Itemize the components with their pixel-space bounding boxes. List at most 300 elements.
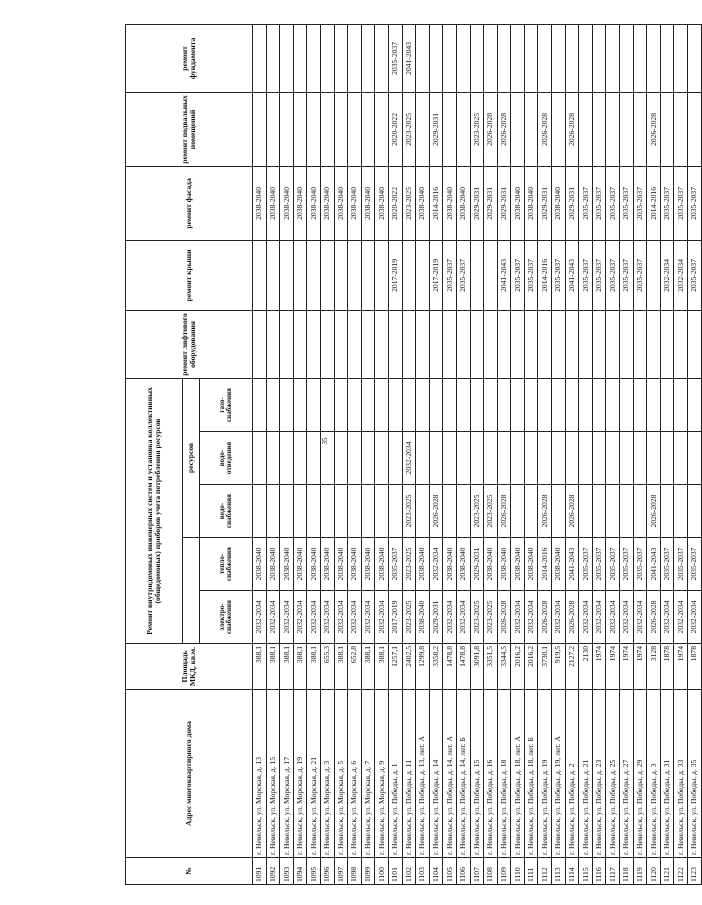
header-facade: ремонт фасада xyxy=(126,166,253,240)
cell-foundation xyxy=(361,24,375,92)
cell-sewer xyxy=(647,432,661,485)
table-row xyxy=(647,24,661,884)
cell-facade: 2029-2031 xyxy=(497,166,511,240)
cell-sewer xyxy=(674,432,688,485)
cell-area: 1257,1 xyxy=(388,644,402,690)
cell-elevator xyxy=(402,310,416,378)
cell-sewer xyxy=(524,432,538,485)
cell-electro: 2032-2034 xyxy=(579,591,593,644)
cell-address: г. Невельск, ул. Победы, д. 27 xyxy=(620,690,634,858)
cell-gas xyxy=(307,378,321,431)
cell-roof: 2035-2037 xyxy=(606,240,620,310)
header-heat: тепло-снабжения xyxy=(200,538,253,591)
cell-electro: 2032-2034 xyxy=(620,591,634,644)
cell-sewer xyxy=(497,432,511,485)
cell-foundation xyxy=(497,24,511,92)
cell-basement xyxy=(620,92,634,166)
cell-area: 3358,2 xyxy=(429,644,443,690)
cell-sewer xyxy=(620,432,634,485)
cell-gas xyxy=(660,378,674,431)
cell-num: 1111 xyxy=(524,858,538,885)
cell-facade: 2038-2040 xyxy=(280,166,294,240)
cell-water xyxy=(633,485,647,538)
cell-facade: 2014-2016 xyxy=(647,166,661,240)
cell-gas xyxy=(293,378,307,431)
cell-basement: 2026-2028 xyxy=(497,92,511,166)
cell-water xyxy=(524,485,538,538)
cell-gas xyxy=(497,378,511,431)
cell-address: г. Невельск, ул. Победы, д. 21 xyxy=(579,690,593,858)
cell-sewer xyxy=(348,432,362,485)
cell-num: 1099 xyxy=(361,858,375,885)
cell-elevator xyxy=(253,310,267,378)
cell-area: 1974 xyxy=(620,644,634,690)
cell-electro: 2032-2034 xyxy=(606,591,620,644)
cell-sewer xyxy=(470,432,484,485)
cell-basement xyxy=(443,92,457,166)
cell-foundation xyxy=(416,24,430,92)
cell-facade: 2029-2031 xyxy=(484,166,498,240)
cell-facade: 2038-2040 xyxy=(416,166,430,240)
cell-facade: 2038-2040 xyxy=(456,166,470,240)
cell-gas xyxy=(484,378,498,431)
cell-foundation xyxy=(293,24,307,92)
cell-facade: 2035-2037 xyxy=(606,166,620,240)
cell-address: г. Невельск, ул. Победы, д. 18, лит. А xyxy=(511,690,525,858)
cell-sewer xyxy=(592,432,606,485)
header-gas: газо-снабжения xyxy=(200,378,253,431)
table-row xyxy=(552,24,566,884)
header-water: водо-снабжения xyxy=(200,485,253,538)
cell-area: 388,1 xyxy=(280,644,294,690)
cell-address: г. Невельск, ул. Победы, д. 19 xyxy=(538,690,552,858)
cell-address: г. Невельск, ул. Победы, д. 14, лит. Б xyxy=(456,690,470,858)
cell-address: г. Невельск, ул. Победы, д. 18 xyxy=(497,690,511,858)
cell-basement: 2020-2022 xyxy=(388,92,402,166)
cell-heat: 2038-2040 xyxy=(253,538,267,591)
header-foundation: ремонт фундамента xyxy=(126,24,253,92)
header-roof: ремонт крыши xyxy=(126,240,253,310)
cell-electro: 2032-2034 xyxy=(674,591,688,644)
table-row xyxy=(511,24,525,884)
cell-water xyxy=(552,485,566,538)
cell-basement: 2023-2025 xyxy=(402,92,416,166)
cell-address: г. Невельск, ул. Победы, д. 15 xyxy=(470,690,484,858)
cell-roof: 2035-2037 xyxy=(443,240,457,310)
cell-electro: 2029-2031 xyxy=(429,591,443,644)
table-row xyxy=(606,24,620,884)
cell-roof: 2017-2019 xyxy=(388,240,402,310)
table-row xyxy=(620,24,634,884)
cell-foundation: 2035-2037 xyxy=(388,24,402,92)
cell-roof: 2035-2037 xyxy=(456,240,470,310)
cell-foundation xyxy=(688,24,702,92)
cell-roof xyxy=(470,240,484,310)
table-row xyxy=(538,24,552,884)
cell-num: 1100 xyxy=(375,858,389,885)
cell-foundation xyxy=(280,24,294,92)
cell-area: 2130 xyxy=(579,644,593,690)
cell-num: 1115 xyxy=(579,858,593,885)
cell-basement xyxy=(606,92,620,166)
cell-elevator xyxy=(361,310,375,378)
cell-heat: 2038-2040 xyxy=(320,538,334,591)
cell-roof: 2041-2043 xyxy=(565,240,579,310)
cell-gas xyxy=(402,378,416,431)
table-row xyxy=(334,24,348,884)
cell-facade: 2023-2025 xyxy=(402,166,416,240)
cell-gas xyxy=(320,378,334,431)
cell-gas xyxy=(620,378,634,431)
cell-facade: 2035-2037 xyxy=(688,166,702,240)
cell-num: 1119 xyxy=(633,858,647,885)
cell-area: 388,1 xyxy=(266,644,280,690)
cell-num: 1107 xyxy=(470,858,484,885)
table-row xyxy=(402,24,416,884)
cell-sewer xyxy=(429,432,443,485)
cell-basement xyxy=(524,92,538,166)
cell-sewer xyxy=(361,432,375,485)
cell-sewer xyxy=(443,432,457,485)
cell-num: 1098 xyxy=(348,858,362,885)
cell-gas xyxy=(552,378,566,431)
cell-area: 388,1 xyxy=(375,644,389,690)
cell-basement: 2029-2031 xyxy=(429,92,443,166)
cell-roof xyxy=(320,240,334,310)
header-basement: ремонт подвальных помещений xyxy=(126,92,253,166)
cell-sewer xyxy=(484,432,498,485)
cell-gas xyxy=(470,378,484,431)
cell-area: 2127,2 xyxy=(565,644,579,690)
cell-water xyxy=(348,485,362,538)
cell-sewer xyxy=(388,432,402,485)
cell-heat: 2038-2040 xyxy=(497,538,511,591)
cell-elevator xyxy=(497,310,511,378)
cell-area: 388,1 xyxy=(253,644,267,690)
cell-gas xyxy=(606,378,620,431)
cell-area: 652,8 xyxy=(348,644,362,690)
cell-facade: 2035-2037 xyxy=(633,166,647,240)
cell-water: 2023-2025 xyxy=(470,485,484,538)
cell-area: 3091,8 xyxy=(470,644,484,690)
cell-num: 1110 xyxy=(511,858,525,885)
cell-foundation xyxy=(660,24,674,92)
cell-roof xyxy=(375,240,389,310)
cell-address: г. Невельск, ул. Победы, д. 23 xyxy=(592,690,606,858)
table-row xyxy=(456,24,470,884)
cell-facade: 2029-2031 xyxy=(538,166,552,240)
cell-roof: 2035-2037 xyxy=(633,240,647,310)
table-row xyxy=(470,24,484,884)
cell-area: 1974 xyxy=(633,644,647,690)
cell-roof xyxy=(293,240,307,310)
cell-elevator xyxy=(579,310,593,378)
cell-heat: 2035-2037 xyxy=(633,538,647,591)
cell-heat: 2032-2034 xyxy=(429,538,443,591)
cell-gas xyxy=(388,378,402,431)
cell-elevator xyxy=(375,310,389,378)
cell-address: г. Невельск, ул. Морская, д. 17 xyxy=(280,690,294,858)
cell-roof: 2035-2037 xyxy=(552,240,566,310)
cell-basement xyxy=(361,92,375,166)
table-row xyxy=(443,24,457,884)
cell-foundation xyxy=(266,24,280,92)
cell-basement xyxy=(456,92,470,166)
cell-basement: 2026-2028 xyxy=(484,92,498,166)
cell-roof xyxy=(266,240,280,310)
cell-num: 1095 xyxy=(307,858,321,885)
cell-area: 1478,8 xyxy=(456,644,470,690)
cell-water xyxy=(620,485,634,538)
cell-facade: 2038-2040 xyxy=(348,166,362,240)
cell-gas xyxy=(253,378,267,431)
cell-basement xyxy=(266,92,280,166)
cell-basement: 2023-2025 xyxy=(470,92,484,166)
table-row xyxy=(429,24,443,884)
header-electro: электро-снабжения xyxy=(200,591,253,644)
cell-facade: 2014-2016 xyxy=(429,166,443,240)
cell-area: 1878 xyxy=(660,644,674,690)
cell-basement xyxy=(293,92,307,166)
cell-heat: 2038-2040 xyxy=(334,538,348,591)
cell-area: 388,1 xyxy=(293,644,307,690)
cell-area: 2402,5 xyxy=(402,644,416,690)
cell-elevator xyxy=(320,310,334,378)
cell-address: г. Невельск, ул. Морская, д. 9 xyxy=(375,690,389,858)
cell-roof: 2017-2019 xyxy=(429,240,443,310)
cell-sewer xyxy=(660,432,674,485)
cell-address: г. Невельск, ул. Победы, д. 2 xyxy=(565,690,579,858)
cell-area: 2016,2 xyxy=(511,644,525,690)
cell-gas xyxy=(592,378,606,431)
cell-basement xyxy=(552,92,566,166)
cell-foundation xyxy=(470,24,484,92)
cell-water: 2026-2028 xyxy=(647,485,661,538)
cell-num: 1091 xyxy=(253,858,267,885)
cell-basement: 2026-2028 xyxy=(538,92,552,166)
cell-water xyxy=(674,485,688,538)
cell-foundation xyxy=(606,24,620,92)
cell-elevator xyxy=(348,310,362,378)
cell-gas xyxy=(647,378,661,431)
table-row xyxy=(633,24,647,884)
cell-roof: 2032-2034 xyxy=(674,240,688,310)
cell-area: 1299,8 xyxy=(416,644,430,690)
cell-num: 1117 xyxy=(606,858,620,885)
cell-roof: 2035-2037 xyxy=(592,240,606,310)
capital-repair-table xyxy=(125,24,702,885)
cell-area: 1878 xyxy=(688,644,702,690)
cell-basement xyxy=(688,92,702,166)
cell-water xyxy=(660,485,674,538)
cell-water xyxy=(592,485,606,538)
cell-electro: 2032-2034 xyxy=(266,591,280,644)
cell-elevator xyxy=(674,310,688,378)
table-row xyxy=(361,24,375,884)
cell-basement xyxy=(348,92,362,166)
cell-heat: 2038-2040 xyxy=(266,538,280,591)
cell-foundation xyxy=(674,24,688,92)
cell-roof xyxy=(647,240,661,310)
cell-foundation xyxy=(511,24,525,92)
cell-heat: 2035-2037 xyxy=(579,538,593,591)
cell-sewer xyxy=(511,432,525,485)
cell-area: 919,5 xyxy=(552,644,566,690)
cell-water: 2023-2025 xyxy=(484,485,498,538)
cell-area: 3351,5 xyxy=(484,644,498,690)
cell-basement xyxy=(579,92,593,166)
cell-num: 1120 xyxy=(647,858,661,885)
cell-address: г. Невельск, ул. Морская, д. 19 xyxy=(293,690,307,858)
cell-heat: 2023-2025 xyxy=(402,538,416,591)
cell-elevator xyxy=(307,310,321,378)
cell-roof xyxy=(484,240,498,310)
cell-sewer xyxy=(334,432,348,485)
cell-basement xyxy=(320,92,334,166)
cell-roof: 2035-2037 xyxy=(620,240,634,310)
cell-sewer xyxy=(633,432,647,485)
cell-roof xyxy=(416,240,430,310)
cell-heat: 2035-2037 xyxy=(660,538,674,591)
cell-elevator xyxy=(280,310,294,378)
cell-foundation xyxy=(443,24,457,92)
cell-address: г. Невельск, ул. Победы, д. 14, лит. А xyxy=(443,690,457,858)
cell-water: 2026-2028 xyxy=(538,485,552,538)
cell-electro: 2032-2034 xyxy=(307,591,321,644)
cell-water xyxy=(375,485,389,538)
cell-area: 655,3 xyxy=(320,644,334,690)
cell-facade: 2035-2037 xyxy=(592,166,606,240)
cell-electro: 2032-2034 xyxy=(253,591,267,644)
table-row xyxy=(375,24,389,884)
cell-electro: 2032-2034 xyxy=(293,591,307,644)
cell-area: 1478,8 xyxy=(443,644,457,690)
cell-address: г. Невельск, ул. Морская, д. 21 xyxy=(307,690,321,858)
cell-num: 1116 xyxy=(592,858,606,885)
cell-num: 1102 xyxy=(402,858,416,885)
cell-num: 1123 xyxy=(688,858,702,885)
cell-num: 1114 xyxy=(565,858,579,885)
header-sewer: водо-отведения xyxy=(200,432,253,485)
cell-water xyxy=(253,485,267,538)
cell-num: 1094 xyxy=(293,858,307,885)
cell-num: 1121 xyxy=(660,858,674,885)
cell-gas xyxy=(348,378,362,431)
cell-sewer xyxy=(565,432,579,485)
cell-basement xyxy=(416,92,430,166)
cell-num: 1122 xyxy=(674,858,688,885)
cell-water xyxy=(280,485,294,538)
cell-elevator xyxy=(647,310,661,378)
cell-elevator xyxy=(266,310,280,378)
cell-water xyxy=(307,485,321,538)
cell-basement xyxy=(253,92,267,166)
cell-facade: 2038-2040 xyxy=(361,166,375,240)
cell-elevator xyxy=(511,310,525,378)
cell-basement xyxy=(334,92,348,166)
cell-facade: 2038-2040 xyxy=(511,166,525,240)
cell-foundation xyxy=(592,24,606,92)
cell-facade: 2035-2037 xyxy=(674,166,688,240)
cell-num: 1103 xyxy=(416,858,430,885)
cell-gas xyxy=(633,378,647,431)
table-row xyxy=(348,24,362,884)
cell-address: г. Невельск, ул. Победы, д. 35 xyxy=(688,690,702,858)
cell-foundation xyxy=(375,24,389,92)
cell-roof: 2032-2034 xyxy=(660,240,674,310)
cell-water: 2026-2028 xyxy=(565,485,579,538)
cell-address: г. Невельск, ул. Морская, д. 3 xyxy=(320,690,334,858)
cell-basement: 2026-2028 xyxy=(647,92,661,166)
cell-roof: 2035-2037 xyxy=(524,240,538,310)
cell-address: г. Невельск, ул. Победы, д. 3 xyxy=(647,690,661,858)
cell-area: 2016,2 xyxy=(524,644,538,690)
cell-elevator xyxy=(660,310,674,378)
cell-water: 2026-2028 xyxy=(429,485,443,538)
cell-address: г. Невельск, ул. Победы, д. 31 xyxy=(660,690,674,858)
cell-heat: 2029-2031 xyxy=(470,538,484,591)
cell-electro: 2032-2034 xyxy=(334,591,348,644)
cell-area: 1974 xyxy=(674,644,688,690)
cell-basement xyxy=(633,92,647,166)
cell-heat: 2038-2040 xyxy=(307,538,321,591)
cell-roof xyxy=(402,240,416,310)
header-resources: ресурсов xyxy=(183,378,200,537)
cell-facade: 2035-2037 xyxy=(579,166,593,240)
cell-heat: 2038-2040 xyxy=(456,538,470,591)
cell-foundation xyxy=(565,24,579,92)
cell-gas xyxy=(280,378,294,431)
cell-electro: 2026-2028 xyxy=(497,591,511,644)
cell-elevator xyxy=(552,310,566,378)
cell-electro: 2023-2025 xyxy=(470,591,484,644)
cell-heat: 2038-2040 xyxy=(361,538,375,591)
cell-roof: 2014-2016 xyxy=(538,240,552,310)
cell-foundation xyxy=(579,24,593,92)
cell-electro: 2032-2034 xyxy=(552,591,566,644)
cell-electro: 2032-2034 xyxy=(320,591,334,644)
header-elevator: ремонт лифтового оборудования xyxy=(126,310,253,378)
table-row xyxy=(674,24,688,884)
cell-heat: 2035-2037 xyxy=(388,538,402,591)
cell-heat: 2041-2043 xyxy=(565,538,579,591)
table-row xyxy=(416,24,430,884)
cell-address: г. Невельск, ул. Победы, д. 13, лит. А xyxy=(416,690,430,858)
cell-water: 2026-2028 xyxy=(497,485,511,538)
cell-electro: 2017-2019 xyxy=(388,591,402,644)
cell-area: 1974 xyxy=(592,644,606,690)
cell-foundation: 2041-2043 xyxy=(402,24,416,92)
page-number: 35 xyxy=(321,437,329,445)
cell-facade: 2038-2040 xyxy=(253,166,267,240)
cell-water xyxy=(606,485,620,538)
cell-electro: 2032-2034 xyxy=(592,591,606,644)
table-row xyxy=(307,24,321,884)
cell-address: г. Невельск, ул. Победы, д. 18, лит. Б xyxy=(524,690,538,858)
cell-heat: 2038-2040 xyxy=(484,538,498,591)
cell-num: 1096 xyxy=(320,858,334,885)
cell-gas xyxy=(266,378,280,431)
table-row xyxy=(253,24,267,884)
cell-elevator xyxy=(293,310,307,378)
cell-roof: 2041-2043 xyxy=(497,240,511,310)
cell-heat: 2014-2016 xyxy=(538,538,552,591)
cell-water xyxy=(579,485,593,538)
table-row xyxy=(565,24,579,884)
cell-address: г. Невельск, ул. Победы, д. 14 xyxy=(429,690,443,858)
cell-elevator xyxy=(443,310,457,378)
cell-elevator xyxy=(524,310,538,378)
